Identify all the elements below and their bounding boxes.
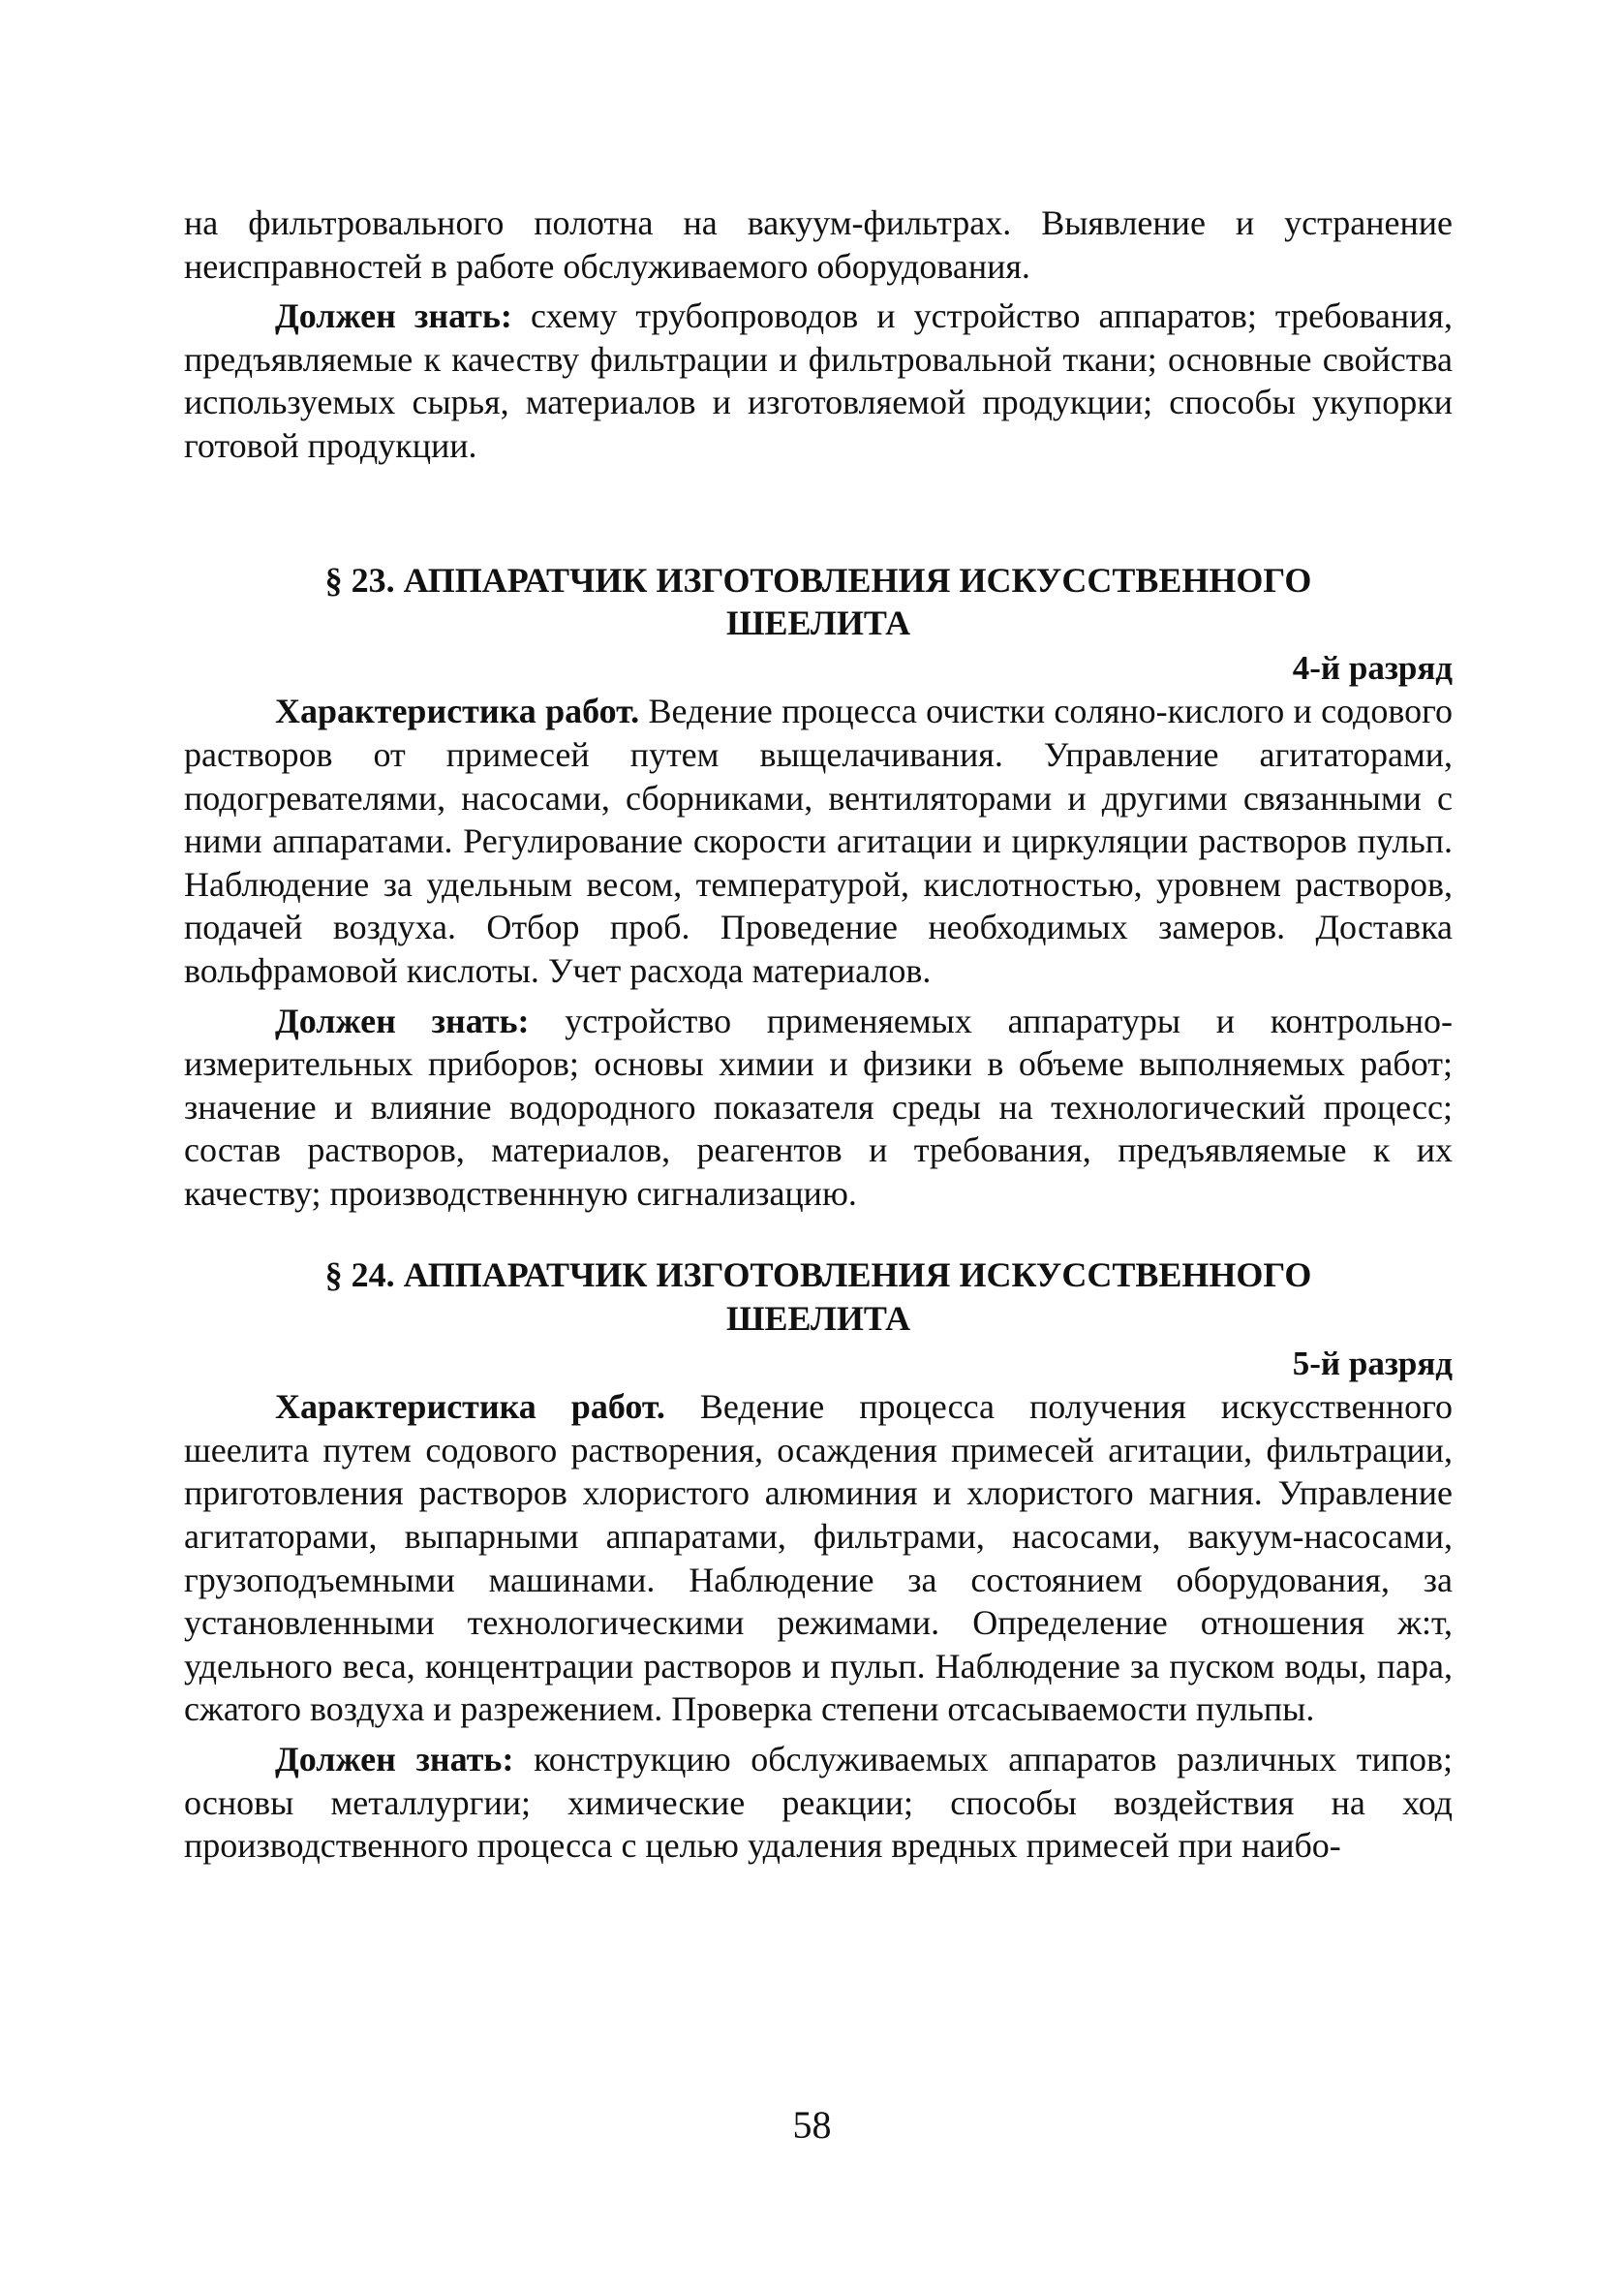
page-body [184,201,1453,1868]
section-23-work-paragraph [184,690,1453,992]
work-characteristics-label: Характеристика работ. [275,1387,665,1427]
section-23-heading [184,559,1453,645]
intro-continuation-text: на фильтровального полотна на вакуум-фильтрах. Выявление и устранение неисправностей в работе обслуживаемого оборудования. [184,203,1453,286]
work-characteristics-text: Ведение процесса получения искусственного шеелита путем содового растворения, осаждения примесей агитации, фильтрации, приготовления растворов хлористого алюминия и хлористого магния. Управление агитаторами, выпарными аппаратами, фильтрами, насосами, вакуум-насосами, грузоподъемными машинами. Наблюдение за состоянием оборудования, за установленными технологическими режимами. Определение отношения ж:т, удельного веса, концентрации растворов и пульп. Наблюдение за пуском воды, пара, сжатого воздуха и разрежением. Проверка степени отсасываемости пульпы. [184,1387,1453,1729]
intro-must-know-paragraph [184,294,1453,467]
section-24-work-paragraph [184,1385,1453,1731]
must-know-text: конструкцию обслуживаемых аппаратов различных типов; основы металлургии; химические реакции; способы воздействия на ход производственного процесса с целью удаления вредных примесей при наибо- [184,1740,1453,1866]
must-know-text: устройство применяемых аппаратуры и контрольно-измерительных приборов; основы химии и физики в объеме выполняемых работ; значение и влияние водородного показателя среды на технологический процесс; состав растворов, материалов, реагентов и требования, предъявляемые к их качеству; производственнную сигнализацию. [184,1001,1453,1213]
must-know-text: схему трубопроводов и устройство аппаратов; требования, предъявляемые к качеству фильтрации и фильтровальной ткани; основные свойства используемых сырья, материалов и изготовляемой продукции; способы укупорки готовой продукции. [184,296,1453,465]
intro-continuation-paragraph [184,201,1453,288]
section-23-rank: 4-й разряд [1292,648,1453,687]
must-know-label: Должен знать: [275,1001,530,1040]
section-23-heading-line-1: § 23. АППАРАТЧИК ИЗГОТОВЛЕНИЯ ИСКУССТВЕННОГО [324,560,1312,600]
must-know-label: Должен знать: [275,1740,514,1779]
section-23 [184,559,1453,1216]
work-characteristics-label: Характеристика работ. [275,692,640,731]
section-24-heading-line-1: § 24. АППАРАТЧИК ИЗГОТОВЛЕНИЯ ИСКУССТВЕННОГО [324,1255,1312,1295]
section-23-heading-line-2: ШЕЕЛИТА [725,603,911,643]
section-24-heading-line-2: ШЕЕЛИТА [725,1299,911,1339]
section-23-must-know-paragraph [184,1000,1453,1216]
work-characteristics-text: Ведение процесса очистки соляно-кислого и содового растворов от примесей путем выщелачивания. Управление агитаторами, подогревателями, насосами, сборниками, вентиляторами и другими связанными с ними аппаратами. Регулирование скорости агитации и циркуляции растворов пульп. Наблюдение за удельным весом, температурой, кислотностью, уровнем растворов, подачей воздуха. Отбор проб. Проведение необходимых замеров. Доставка вольфрамовой кислоты. Учет расхода материалов. [184,692,1453,990]
section-24-must-know-paragraph [184,1738,1453,1868]
page-number: 58 [792,2103,832,2147]
section-24-heading [184,1253,1453,1340]
section-24-rank: 5-й разряд [1292,1344,1453,1382]
section-24 [184,1253,1453,1867]
must-know-label: Должен знать: [275,296,512,336]
